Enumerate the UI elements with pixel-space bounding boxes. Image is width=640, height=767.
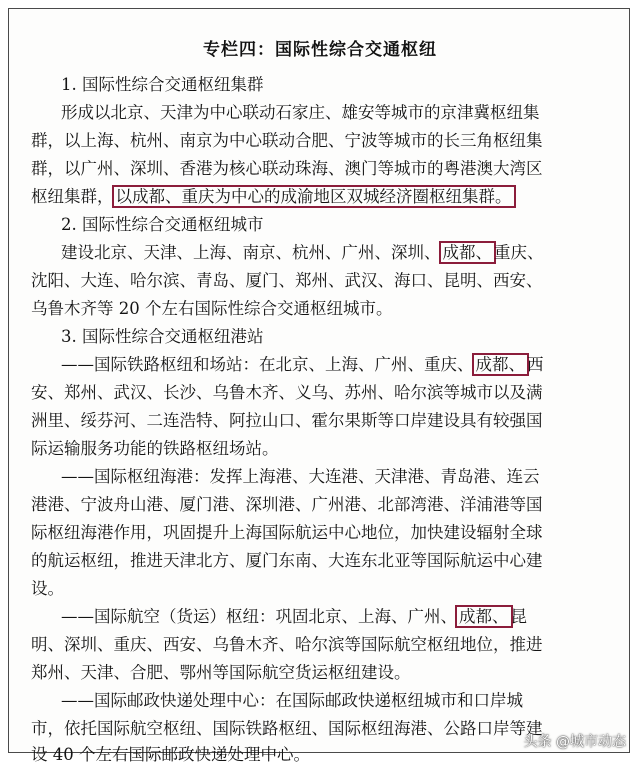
text-line (61, 353, 544, 377)
text-line: 群，以上海、杭州、南京为中心联动合肥、宁波等城市的长三角枢纽集 (31, 131, 543, 150)
text-line (61, 605, 527, 629)
text-line: 际运输服务功能的铁路枢纽场站。 (31, 439, 279, 458)
highlight-chengdu: 成都、 (455, 605, 513, 628)
text-segment: ——国际铁路枢纽和场站：在北京、上海、广州、重庆、 (61, 355, 474, 374)
text-line: 际枢纽海港作用，巩固提升上海国际航运中心地位，加快建设辐射全球 (31, 523, 543, 542)
text-line: 郑州、天津、合肥、鄂州等国际航空货运枢纽建设。 (31, 663, 411, 682)
highlight-chengyu-cluster: 以成都、重庆为中心的成渝地区双城经济圈枢纽集群。 (112, 185, 516, 208)
text-line: 市，依托国际航空枢纽、国际铁路枢纽、国际枢纽海港、公路口岸等建 (31, 719, 543, 738)
section-heading-3: 3. 国际性综合交通枢纽港站 (61, 327, 264, 346)
page-title: 专栏四：国际性综合交通枢纽 (203, 40, 437, 60)
highlight-chengdu: 成都、 (472, 353, 530, 376)
text-line: 设 40 个左右国际邮政快递处理中心。 (31, 745, 310, 764)
text-segment: 重庆、 (494, 243, 544, 262)
document-page (8, 8, 630, 764)
highlight-chengdu: 成都、 (439, 241, 497, 264)
text-line: 群，以广州、深圳、香港为核心联动珠海、澳门等城市的粤港澳大湾区 (31, 159, 543, 178)
text-segment: ——国际航空（货运）枢纽：巩固北京、上海、广州、 (61, 607, 457, 626)
text-segment: 枢纽集群， (31, 187, 114, 206)
text-line: ——国际枢纽海港：发挥上海港、大连港、天津港、青岛港、连云 (61, 467, 540, 486)
text-segment: 建设北京、天津、上海、南京、杭州、广州、深圳、 (61, 243, 441, 262)
text-line: 港港、宁波舟山港、厦门港、深圳港、广州港、北部湾港、洋浦港等国 (31, 495, 543, 514)
watermark: 头条 @城市动态 (523, 734, 626, 750)
text-line: 沈阳、大连、哈尔滨、青岛、厦门、郑州、武汉、海口、昆明、西安、 (31, 271, 543, 290)
text-segment: 西 (527, 355, 544, 374)
text-line: 安、郑州、武汉、长沙、乌鲁木齐、义乌、苏州、哈尔滨等城市以及满 (31, 383, 543, 402)
text-line: 形成以北京、天津为中心联动石家庄、雄安等城市的京津冀枢纽集 (61, 103, 540, 122)
text-line (31, 185, 514, 209)
text-line: 设。 (31, 579, 64, 598)
text-line: 洲里、绥芬河、二连浩特、阿拉山口、霍尔果斯等口岸建设具有较强国 (31, 411, 543, 430)
text-line: 乌鲁木齐等 20 个左右国际性综合交通枢纽城市。 (31, 299, 393, 318)
text-line (61, 241, 544, 265)
section-heading-1: 1. 国际性综合交通枢纽集群 (61, 75, 264, 94)
text-segment: 昆 (510, 607, 527, 626)
text-line: 的航运枢纽，推进天津北方、厦门东南、大连东北亚等国际航运中心建 (31, 551, 543, 570)
text-line: 明、深圳、重庆、西安、乌鲁木齐、哈尔滨等国际航空枢纽地位，推进 (31, 635, 543, 654)
section-heading-2: 2. 国际性综合交通枢纽城市 (61, 215, 264, 234)
text-line: ——国际邮政快递处理中心：在国际邮政快递枢纽城市和口岸城 (61, 691, 523, 710)
